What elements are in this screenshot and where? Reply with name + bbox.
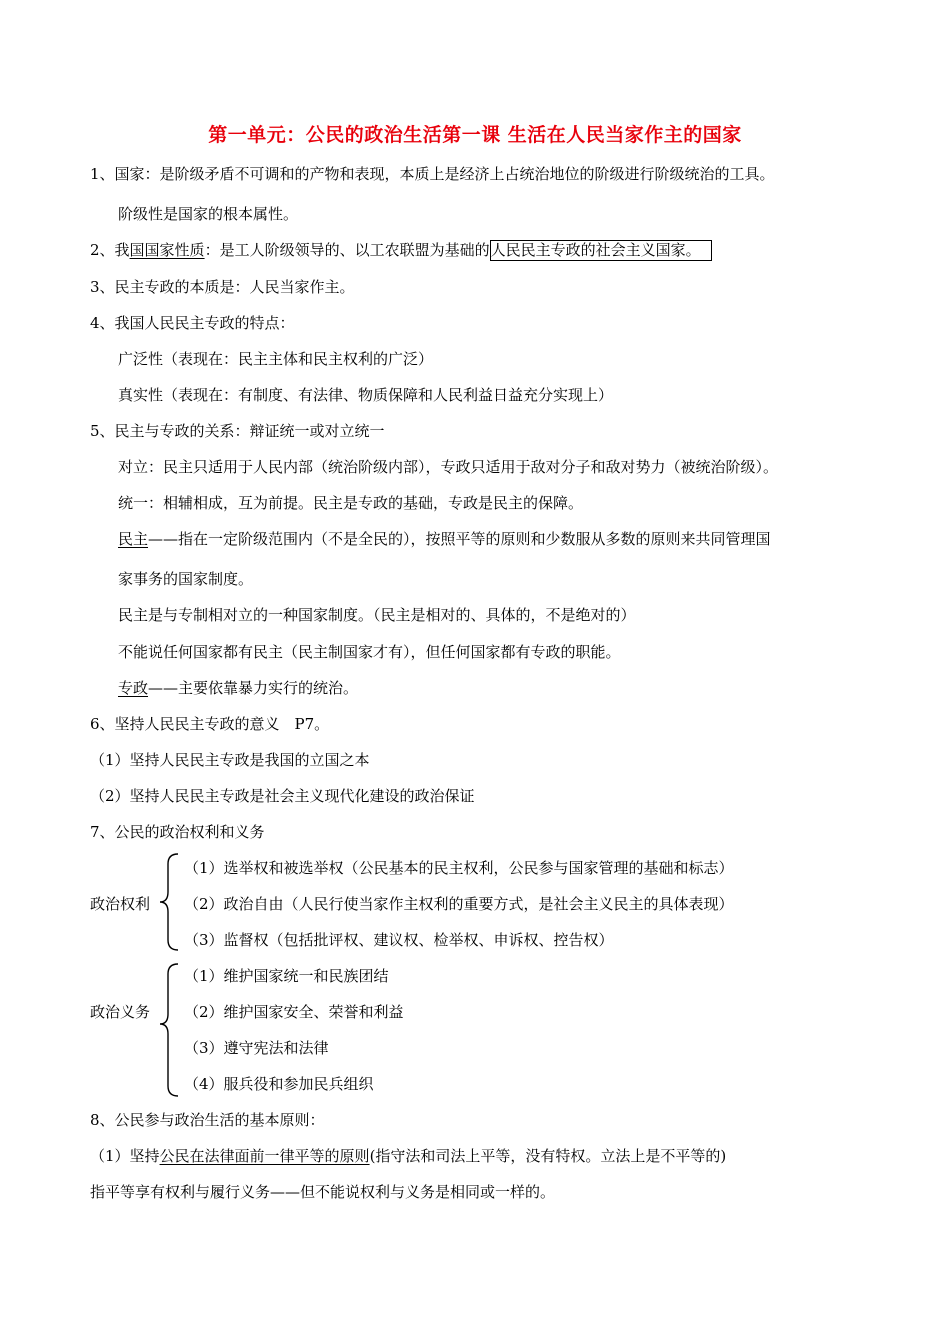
political-right-3: （3）监督权（包括批评权、建议权、检举权、申诉权、控告权） [184, 931, 614, 949]
paragraph-7: 7、公民的政治权利和义务 [90, 823, 265, 841]
paragraph-5-unity: 统一：相辅相成，互为前提。民主是专政的基础，专政是民主的保障。 [118, 494, 584, 512]
political-duty-1: （1）维护国家统一和民族团结 [184, 967, 389, 985]
left-brace-icon [158, 852, 182, 952]
paragraph-3: 3、民主专政的本质是：人民当家作主。 [90, 278, 355, 296]
democracy-definition-text: ——指在一定阶级范围内（不是全民的），按照平等的原则和少数服从多数的原则来共同管理国 [148, 530, 771, 548]
paragraph-8-item-1-prefix: （1）坚持 [90, 1147, 160, 1165]
paragraph-5-democracy-definition-continued: 家事务的国家制度。 [118, 570, 254, 588]
political-right-1: （1）选举权和被选举权（公民基本的民主权利，公民参与国家管理的基础和标志） [184, 859, 734, 877]
paragraph-5-democracy-definition [118, 529, 771, 549]
political-duty-2: （2）维护国家安全、荣誉和利益 [184, 1003, 404, 1021]
paragraph-6-item-2: （2）坚持人民民主专政是社会主义现代化建设的政治保证 [90, 787, 475, 805]
paragraph-5-dictatorship-note: 不能说任何国家都有民主（民主制国家才有），但任何国家都有专政的职能。 [118, 643, 621, 661]
paragraph-1-continued: 阶级性是国家的根本属性。 [118, 205, 299, 223]
page-title: 第一单元：公民的政治生活第一课 生活在人民当家作主的国家 [208, 124, 742, 146]
paragraph-4-item-a: 广泛性（表现在：民主主体和民主权利的广泛） [118, 350, 434, 368]
paragraph-5: 5、民主与专政的关系：辩证统一或对立统一 [90, 422, 385, 440]
left-brace-icon [158, 962, 182, 1098]
paragraph-4-item-b: 真实性（表现在：有制度、有法律、物质保障和人民利益日益充分实现上） [118, 386, 614, 404]
paragraph-2-middle: ：是工人阶级领导的、以工农联盟为基础的 [204, 241, 490, 259]
paragraph-2-boxed-phrase: 人民民主专政的社会主义国家。 [490, 240, 712, 261]
paragraph-8-item-1 [90, 1146, 726, 1166]
political-duty-4: （4）服兵役和参加民兵组织 [184, 1075, 374, 1093]
paragraph-8-item-1-continued: 指平等享有权利与履行义务——但不能说权利与义务是相同或一样的。 [90, 1183, 556, 1201]
paragraph-4: 4、我国人民民主专政的特点： [90, 314, 295, 332]
political-duties-label: 政治义务 [90, 1003, 151, 1021]
paragraph-5-democracy-note: 民主是与专制相对立的一种国家制度。（民主是相对的、具体的，不是绝对的） [118, 606, 636, 624]
equality-principle-term: 公民在法律面前一律平等的原则 [159, 1147, 370, 1165]
paragraph-2-prefix: 2、我 [90, 241, 130, 259]
dictatorship-term: 专政 [118, 679, 149, 697]
paragraph-5-opposition: 对立：民主只适用于人民内部（统治阶级内部），专政只适用于敌对分子和敌对势力（被统治阶级）。 [118, 458, 779, 476]
paragraph-2-underlined-term: 国国家性质 [129, 241, 205, 259]
democracy-term: 民主 [118, 530, 149, 548]
dictatorship-definition-text: ——主要依靠暴力实行的统治。 [148, 679, 359, 697]
political-right-2: （2）政治自由（人民行使当家作主权利的重要方式，是社会主义民主的具体表现） [184, 895, 734, 913]
paragraph-6: 6、坚持人民民主专政的意义 P7。 [90, 715, 330, 733]
political-duty-3: （3）遵守宪法和法律 [184, 1039, 329, 1057]
paragraph-5-dictatorship-definition [118, 678, 358, 698]
paragraph-8-item-1-note: (指守法和司法上平等，没有特权。立法上是不平等的) [369, 1147, 727, 1165]
political-rights-label: 政治权利 [90, 895, 151, 913]
paragraph-8: 8、公民参与政治生活的基本原则： [90, 1111, 325, 1129]
paragraph-2 [90, 240, 712, 260]
paragraph-1: 1、国家：是阶级矛盾不可调和的产物和表现，本质上是经济上占统治地位的阶级进行阶级统治的工具。 [90, 165, 775, 183]
paragraph-6-item-1: （1）坚持人民民主专政是我国的立国之本 [90, 751, 370, 769]
